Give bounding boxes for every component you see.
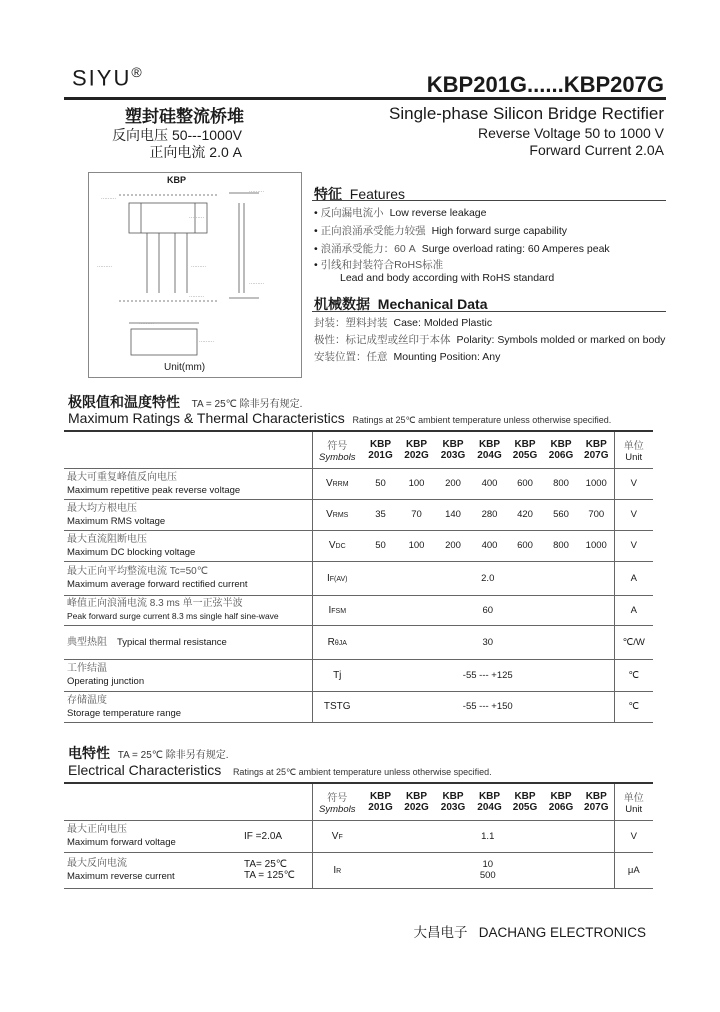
table-row: 存储温度 Storage temperature range TSTG -55 --- +150 ℃ — [64, 691, 653, 722]
feature-item: • 浪涌承受能力：60 A Surge overload rating: 60 Amperes peak — [314, 243, 610, 255]
svg-text:·········: ········· — [249, 281, 264, 287]
en-forward-current: Forward Current 2.0A — [529, 142, 664, 158]
svg-text:·········: ········· — [249, 189, 264, 195]
table-row: 最大反向电流 Maximum reverse current TA= 25℃ TA = 125℃ IR 10 500 μA — [64, 852, 653, 888]
feature-item: • 正向浪涌承受能力较强 High forward surge capability — [314, 225, 567, 237]
feature-item: • 引线和封装符合RoHS标准 — [314, 259, 444, 271]
mechanical-divider — [312, 311, 666, 312]
features-heading: 特征 Features — [314, 186, 406, 202]
package-drawing — [89, 173, 301, 377]
mechanical-item: 极性：标记成型或丝印于本体 Polarity: Symbols molded or marked on body — [314, 334, 666, 346]
table-row: 最大均方根电压 Maximum RMS voltage VRMS 35 70 140 280 420 560 700 V — [64, 499, 653, 530]
cn-reverse-voltage: 反向电压 50---1000V — [112, 127, 242, 143]
electrical-heading-en: Electrical Characteristics Ratings at 25℃ ambient temperature unless otherwise specified. — [68, 762, 492, 778]
feature-item: Lead and body according with RoHS standard — [340, 272, 555, 284]
package-outline-diagram — [88, 172, 302, 378]
svg-text:·········: ········· — [199, 339, 214, 345]
svg-text:·········: ········· — [191, 264, 206, 270]
en-product-title: Single-phase Silicon Bridge Rectifier — [389, 104, 664, 123]
svg-text:·········: ········· — [97, 264, 112, 270]
table-row: 最大正向电压 Maximum forward voltage IF =2.0A VF 1.1 V — [64, 820, 653, 852]
table-row: 工作结温 Operating junction Tj -55 --- +125 ℃ — [64, 659, 653, 691]
table-row: 典型热阻 Typical thermal resistance RθJA 30 ℃/W — [64, 625, 653, 659]
cn-product-title: 塑封硅整流桥堆 — [125, 107, 244, 126]
table-row: 最大可重复峰值反向电压 Maximum repetitive peak reverse voltage VRRM 50 100 200 400 600 800 1000 V — [64, 468, 653, 499]
brand-logo — [72, 64, 144, 91]
svg-text:·········: ········· — [189, 294, 204, 300]
en-reverse-voltage: Reverse Voltage 50 to 1000 V — [477, 125, 664, 141]
brand-name: SIYU — [72, 65, 132, 91]
max-ratings-header-row: 符号 Symbols KBP 201G KBP 202G KBP 203G KBP 204G KBP 205G KBP 206G KBP 207G 单位 Unit — [64, 431, 653, 468]
header-divider — [64, 97, 666, 100]
table-row: 最大正向平均整流电流 Tc=50℃ Maximum average forward rectified current IF(AV) 2.0 A — [64, 561, 653, 595]
table-row: 最大直流阻断电压 Maximum DC blocking voltage VDC 50 100 200 400 600 800 1000 V — [64, 530, 653, 561]
electrical-table — [64, 782, 653, 889]
svg-text:·········: ········· — [101, 196, 116, 202]
max-ratings-heading-cn: 极限值和温度特性 TA = 25℃ 除非另有规定. — [68, 394, 303, 410]
features-divider — [312, 200, 666, 201]
svg-text:·········: ········· — [139, 321, 154, 327]
mechanical-heading: 机械数据 Mechanical Data — [314, 296, 488, 312]
table-row: 峰值正向浪涌电流 8.3 ms 单一正弦半波 Peak forward surge current 8.3 ms single half sine-wave IFSM 60 A — [64, 595, 653, 625]
electrical-heading-cn: 电特性 TA = 25℃ 除非另有规定. — [68, 745, 229, 761]
mechanical-item: 安装位置：任意 Mounting Position: Any — [314, 351, 501, 363]
cn-forward-current: 正向电流 2.0 A — [149, 144, 242, 160]
part-number-range: KBP201G......KBP207G — [426, 72, 664, 97]
diagram-unit-label: Unit(mm) — [164, 362, 206, 373]
diagram-package-label: KBP — [167, 175, 187, 185]
registered-mark: ® — [131, 64, 144, 80]
footer-company: 大昌电子 DACHANG ELECTRONICS — [413, 925, 646, 940]
mechanical-item: 封装：塑料封装 Case: Molded Plastic — [314, 317, 493, 329]
svg-text:·········: ········· — [189, 215, 204, 221]
feature-item: • 反向漏电流小 Low reverse leakage — [314, 207, 487, 219]
max-ratings-table — [64, 430, 653, 723]
max-ratings-heading-en: Maximum Ratings & Thermal Characteristics Ratings at 25℃ ambient temperature unless otherwise specified. — [68, 410, 612, 426]
electrical-header-row: 符号 Symbols KBP 201G KBP 202G KBP 203G KBP 204G KBP 205G KBP 206G KBP 207G 单位 Unit — [64, 783, 653, 820]
